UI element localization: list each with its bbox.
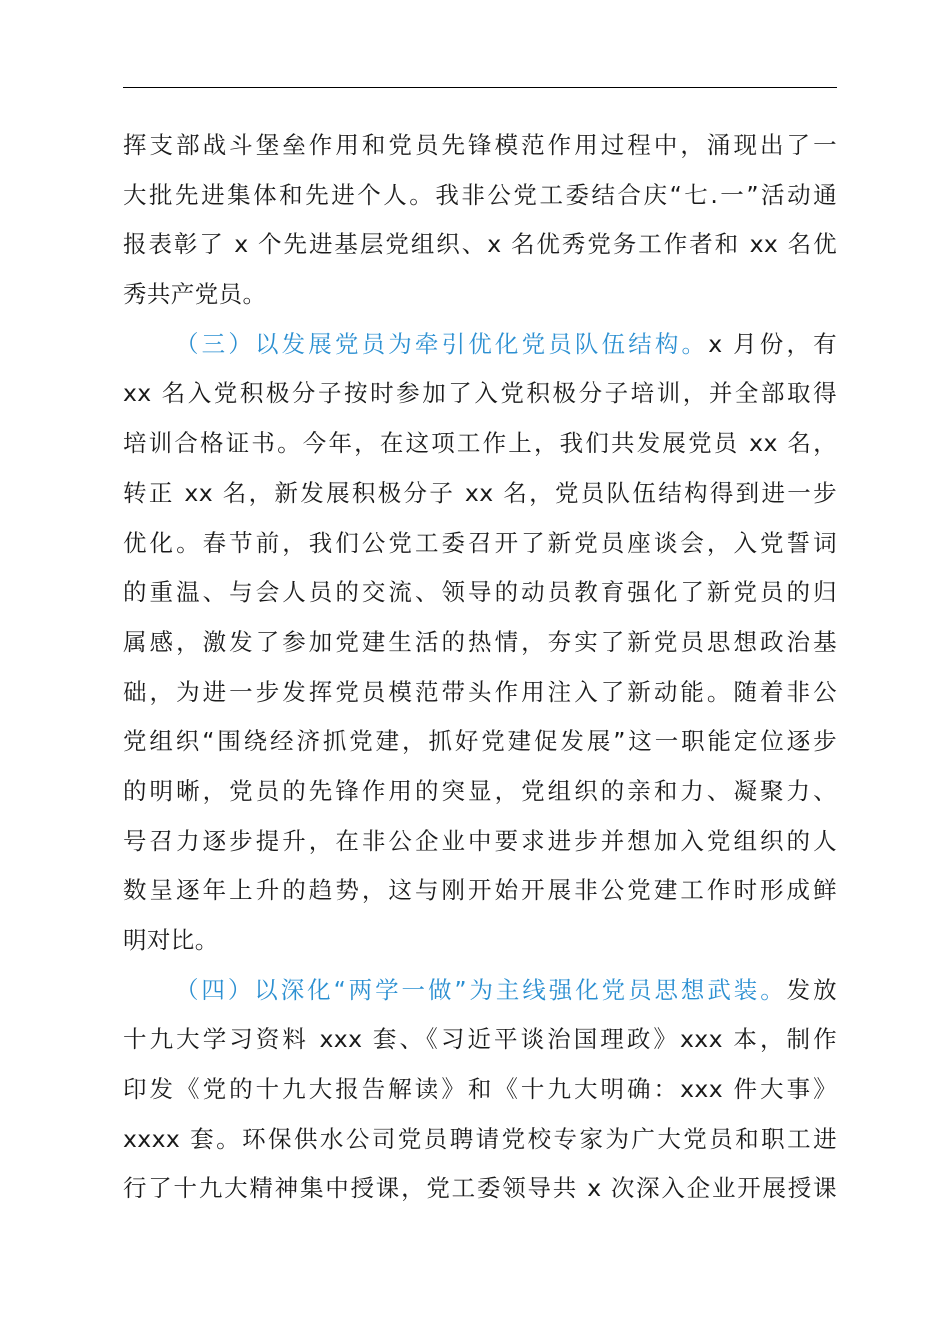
text-line: 印发《党的十九大报告解读》和《十九大明确：xxx 件大事》 xyxy=(123,1075,837,1104)
text-line: 行了十九大精神集中授课，党工委领导共 x 次深入企业开展授课 xyxy=(123,1174,837,1203)
text-line: 属感，激发了参加党建生活的热情，夯实了新党员思想政治基 xyxy=(123,627,837,656)
header-rule xyxy=(123,87,837,88)
text-run: 发放 xyxy=(786,975,837,1004)
text-line: xxxx 套。环保供水公司党员聘请党校专家为广大党员和职工进 xyxy=(123,1124,837,1153)
text-line: 数呈逐年上升的趋势，这与刚开始开展非公党建工作时形成鲜 xyxy=(123,876,837,905)
text-line: 的重温、与会人员的交流、领导的动员教育强化了新党员的归 xyxy=(123,578,837,607)
section-heading: （三）以发展党员为牵引优化党员队伍结构。 xyxy=(175,329,709,358)
text-line: 秀共产党员。 xyxy=(123,280,267,309)
section-heading-line xyxy=(123,966,837,1016)
text-line: 础，为进一步发挥党员模范带头作用注入了新动能。随着非公 xyxy=(123,677,837,706)
text-line: 培训合格证书。今年，在这项工作上，我们共发展党员 xx 名， xyxy=(123,429,837,458)
text-line: 明对比。 xyxy=(123,926,219,954)
text-line: 优化。春节前，我们公党工委召开了新党员座谈会，入党誓词 xyxy=(123,528,837,557)
body-text xyxy=(123,121,837,1214)
text-line: 转正 xx 名，新发展积极分子 xx 名，党员队伍结构得到进一步 xyxy=(123,478,837,507)
text-line: 党组织“围绕经济抓党建，抓好党建促发展”这一职能定位逐步 xyxy=(123,727,837,756)
text-line: 挥支部战斗堡垒作用和党员先锋模范作用过程中，涌现出了一 xyxy=(123,131,837,159)
text-line: xx 名入党积极分子按时参加了入党积极分子培训，并全部取得 xyxy=(123,379,837,408)
section-heading: （四）以深化“两学一做”为主线强化党员思想武装。 xyxy=(175,975,787,1004)
text-run: x 月份，有 xyxy=(708,329,837,358)
text-line: 报表彰了 x 个先进基层党组织、x 名优秀党务工作者和 xx 名优 xyxy=(123,230,837,259)
text-line: 十九大学习资料 xxx 套、《习近平谈治国理政》xxx 本，制作 xyxy=(123,1025,837,1054)
section-heading-line xyxy=(123,320,837,370)
text-line: 大批先进集体和先进个人。我非公党工委结合庆“七.一”活动通 xyxy=(123,180,837,209)
text-line: 的明晰，党员的先锋作用的突显，党组织的亲和力、凝聚力、 xyxy=(123,776,837,805)
text-line: 号召力逐步提升，在非公企业中要求进步并想加入党组织的人 xyxy=(123,826,837,855)
